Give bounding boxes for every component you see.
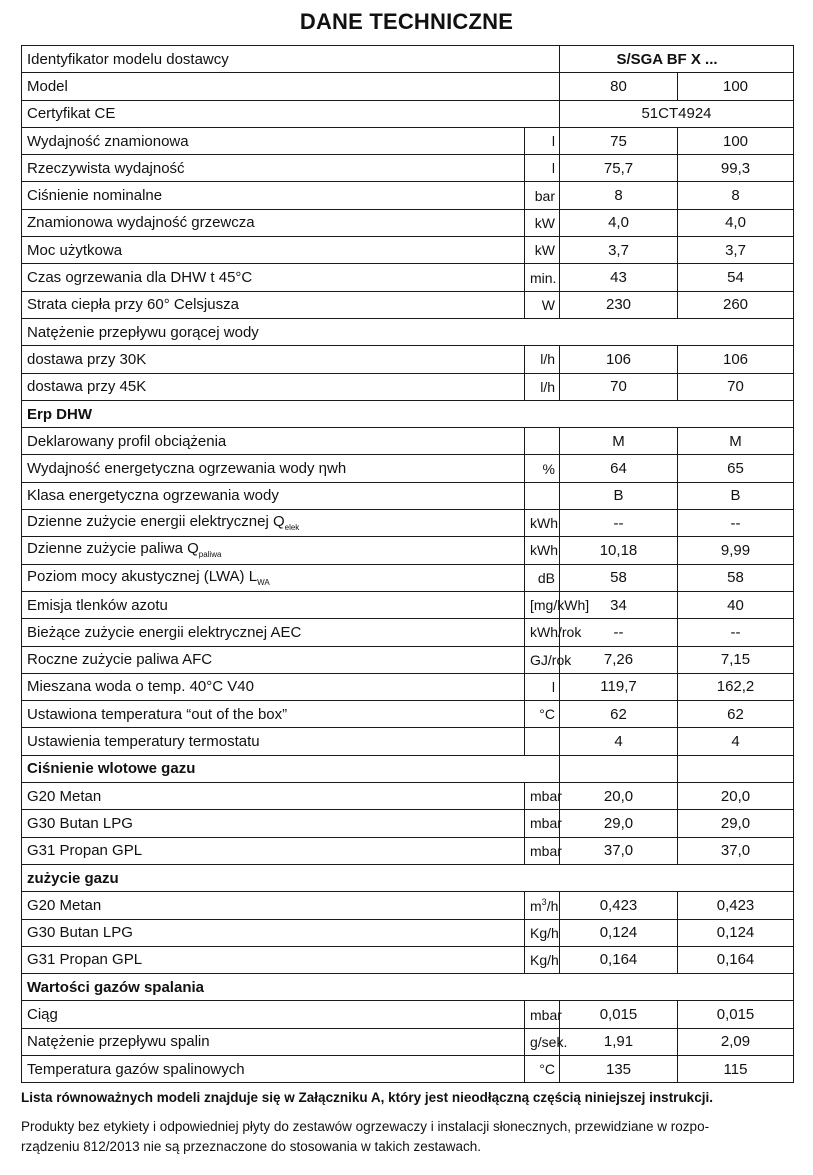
value-model-100: 0,164 — [678, 946, 794, 973]
solar-package-note-line-1: Produkty bez etykiety i odpowiedniej płyty do zestawów ogrzewaczy i instalacji słonecznych, przewidziane w rozpo- — [21, 1119, 710, 1134]
row-unit: mbar — [525, 1001, 560, 1028]
value-model-100: 9,99 — [678, 537, 794, 564]
gas-usage-heading-label: zużycie gazu — [22, 864, 794, 891]
value-model-80: 70 — [560, 373, 678, 400]
row-unit: °C — [525, 701, 560, 728]
value-model-100: 115 — [678, 1055, 794, 1082]
value-model-100: -- — [678, 510, 794, 537]
row-unit: mbar — [525, 783, 560, 810]
row-label: G30 Butan LPG — [22, 810, 525, 837]
value-model-100: 106 — [678, 346, 794, 373]
row-unit: min. — [525, 264, 560, 291]
table-row — [22, 810, 794, 837]
row-unit: kWh — [525, 510, 560, 537]
row-label — [22, 510, 525, 537]
value-model-80: -- — [560, 510, 678, 537]
value-model-100: M — [678, 428, 794, 455]
row-label — [22, 564, 525, 591]
row-unit: kW — [525, 237, 560, 264]
table-row — [22, 892, 794, 919]
row-label: G31 Propan GPL — [22, 946, 525, 973]
table-row — [22, 127, 794, 154]
row-label-subscript: paliwa — [198, 550, 222, 560]
model-row — [22, 73, 794, 100]
row-label-text: Dzienne zużycie paliwa Q — [27, 540, 199, 558]
value-model-80: B — [560, 482, 678, 509]
table-row — [22, 155, 794, 182]
row-unit: kWh — [525, 537, 560, 564]
value-model-100: 162,2 — [678, 673, 794, 700]
ce-label: Certyfikat CE — [22, 100, 560, 127]
value-model-80: 0,015 — [560, 1001, 678, 1028]
value-model-100: 4 — [678, 728, 794, 755]
row-label: Emisja tlenków azotu — [22, 591, 525, 618]
row-label: Klasa energetyczna ogrzewania wody — [22, 482, 525, 509]
row-unit: Kg/h — [525, 946, 560, 973]
ce-row — [22, 100, 794, 127]
ce-value: 51CT4924 — [560, 100, 794, 127]
value-model-80: M — [560, 428, 678, 455]
gas-pressure-heading-empty-2 — [678, 755, 794, 782]
table-row — [22, 1001, 794, 1028]
table-row — [22, 264, 794, 291]
row-label: Ustawiona temperatura “out of the box” — [22, 701, 525, 728]
row-unit: kWh/rok — [525, 619, 560, 646]
value-model-80: 64 — [560, 455, 678, 482]
unit-superscript: 3 — [541, 896, 547, 907]
table-row — [22, 1028, 794, 1055]
value-model-80: 0,423 — [560, 892, 678, 919]
value-model-80: -- — [560, 619, 678, 646]
table-row — [22, 346, 794, 373]
table-row — [22, 837, 794, 864]
model-80: 80 — [560, 73, 678, 100]
value-model-80: 37,0 — [560, 837, 678, 864]
row-unit: bar — [525, 182, 560, 209]
table-row — [22, 237, 794, 264]
value-model-100: 62 — [678, 701, 794, 728]
table-row — [22, 619, 794, 646]
value-model-80: 0,164 — [560, 946, 678, 973]
row-label: G20 Metan — [22, 892, 525, 919]
table-row — [22, 209, 794, 236]
row-label: dostawa przy 45K — [22, 373, 525, 400]
value-model-100: 7,15 — [678, 646, 794, 673]
value-model-80: 10,18 — [560, 537, 678, 564]
row-unit: l/h — [525, 373, 560, 400]
row-unit: % — [525, 455, 560, 482]
supplier-model-id-label: Identyfikator modelu dostawcy — [22, 46, 560, 73]
supplier-model-id-value: S/SGA BF X ... — [560, 46, 794, 73]
value-model-80: 34 — [560, 591, 678, 618]
value-model-100: 58 — [678, 564, 794, 591]
value-model-80: 7,26 — [560, 646, 678, 673]
row-unit: l — [525, 127, 560, 154]
flow-heading-label: Natężenie przepływu gorącej wody — [22, 318, 794, 345]
row-unit — [525, 892, 560, 919]
row-label: Wydajność energetyczna ogrzewania wody ηwh — [22, 455, 525, 482]
value-model-100: 99,3 — [678, 155, 794, 182]
value-model-100: 3,7 — [678, 237, 794, 264]
row-unit: mbar — [525, 837, 560, 864]
gas-pressure-heading-empty-1 — [560, 755, 678, 782]
row-unit: g/sek. — [525, 1028, 560, 1055]
value-model-100: 100 — [678, 127, 794, 154]
value-model-80: 1,91 — [560, 1028, 678, 1055]
row-label-subscript: WA — [257, 577, 270, 587]
value-model-80: 75 — [560, 127, 678, 154]
table-row — [22, 919, 794, 946]
value-model-80: 0,124 — [560, 919, 678, 946]
row-label: Strata ciepła przy 60° Celsjusza — [22, 291, 525, 318]
row-unit: dB — [525, 564, 560, 591]
row-label — [22, 537, 525, 564]
value-model-80: 29,0 — [560, 810, 678, 837]
value-model-80: 58 — [560, 564, 678, 591]
table-row — [22, 783, 794, 810]
flue-heading-label: Wartości gazów spalania — [22, 974, 794, 1001]
value-model-100: 54 — [678, 264, 794, 291]
row-unit — [525, 728, 560, 755]
page-title: DANE TECHNICZNE — [299, 9, 514, 34]
value-model-100: 70 — [678, 373, 794, 400]
row-unit: °C — [525, 1055, 560, 1082]
row-label-text: Poziom mocy akustycznej (LWA) L — [27, 567, 258, 585]
erp-heading-label: Erp DHW — [22, 400, 794, 427]
erp-heading — [22, 400, 794, 427]
row-label: dostawa przy 30K — [22, 346, 525, 373]
solar-package-note-line-2: rządzeniu 812/2013 nie są przeznaczone do stosowania w takich zestawach. — [21, 1139, 482, 1154]
row-label: Czas ogrzewania dla DHW t 45°C — [22, 264, 525, 291]
value-model-100: 0,015 — [678, 1001, 794, 1028]
row-label: Natężenie przepływu spalin — [22, 1028, 525, 1055]
row-label: Bieżące zużycie energii elektrycznej AEC — [22, 619, 525, 646]
table-row — [22, 646, 794, 673]
flue-heading — [22, 974, 794, 1001]
table-row — [22, 673, 794, 700]
value-model-100: 4,0 — [678, 209, 794, 236]
unit-tail: /h — [546, 897, 559, 914]
value-model-80: 8 — [560, 182, 678, 209]
row-unit: GJ/rok — [525, 646, 560, 673]
row-label: Rzeczywista wydajność — [22, 155, 525, 182]
table-row — [22, 482, 794, 509]
row-label: Mieszana woda o temp. 40°C V40 — [22, 673, 525, 700]
value-model-100: 2,09 — [678, 1028, 794, 1055]
value-model-100: -- — [678, 619, 794, 646]
value-model-80: 4,0 — [560, 209, 678, 236]
value-model-80: 106 — [560, 346, 678, 373]
value-model-100: 20,0 — [678, 783, 794, 810]
row-label: Wydajność znamionowa — [22, 127, 525, 154]
value-model-100: 37,0 — [678, 837, 794, 864]
table-row — [22, 946, 794, 973]
value-model-80: 20,0 — [560, 783, 678, 810]
row-label: Ciąg — [22, 1001, 525, 1028]
table-row — [22, 728, 794, 755]
table-row — [22, 291, 794, 318]
table-row — [22, 510, 794, 537]
row-label: Ciśnienie nominalne — [22, 182, 525, 209]
unit-base: m — [530, 897, 542, 914]
row-label: Znamionowa wydajność grzewcza — [22, 209, 525, 236]
row-label-subscript: elek — [284, 523, 300, 533]
value-model-100: 29,0 — [678, 810, 794, 837]
value-model-100: 8 — [678, 182, 794, 209]
header-row — [22, 46, 794, 73]
row-unit: kW — [525, 209, 560, 236]
value-model-80: 4 — [560, 728, 678, 755]
value-model-100: 65 — [678, 455, 794, 482]
value-model-80: 62 — [560, 701, 678, 728]
table-row — [22, 373, 794, 400]
row-unit: l — [525, 155, 560, 182]
equivalent-models-note: Lista równoważnych modeli znajduje się w Załączniku A, który jest nieodłączną częścią niniejszej instrukcji. — [21, 1090, 713, 1105]
gas-pressure-heading — [22, 755, 794, 782]
solar-package-note — [21, 1117, 793, 1157]
table-row — [22, 182, 794, 209]
row-label: G20 Metan — [22, 783, 525, 810]
row-unit: Kg/h — [525, 919, 560, 946]
row-label: Temperatura gazów spalinowych — [22, 1055, 525, 1082]
flow-heading — [22, 318, 794, 345]
row-label-text: Dzienne zużycie energii elektrycznej Q — [27, 513, 285, 531]
table-row — [22, 537, 794, 564]
value-model-100: 40 — [678, 591, 794, 618]
value-model-100: 0,423 — [678, 892, 794, 919]
table-row — [22, 1055, 794, 1082]
gas-pressure-heading-label: Ciśnienie wlotowe gazu — [22, 755, 560, 782]
value-model-80: 135 — [560, 1055, 678, 1082]
value-model-80: 43 — [560, 264, 678, 291]
technical-data-table — [21, 45, 794, 1083]
row-label: Ustawienia temperatury termostatu — [22, 728, 525, 755]
row-unit — [525, 428, 560, 455]
row-unit: l — [525, 673, 560, 700]
row-label: Deklarowany profil obciążenia — [22, 428, 525, 455]
gas-usage-heading — [22, 864, 794, 891]
value-model-80: 230 — [560, 291, 678, 318]
table-row — [22, 701, 794, 728]
value-model-80: 119,7 — [560, 673, 678, 700]
row-label: G31 Propan GPL — [22, 837, 525, 864]
table-row — [22, 564, 794, 591]
model-100: 100 — [678, 73, 794, 100]
value-model-80: 75,7 — [560, 155, 678, 182]
model-label: Model — [22, 73, 560, 100]
row-unit: mbar — [525, 810, 560, 837]
value-model-100: 260 — [678, 291, 794, 318]
row-unit: W — [525, 291, 560, 318]
row-unit: [mg/kWh] — [525, 591, 560, 618]
table-row — [22, 455, 794, 482]
row-label: Moc użytkowa — [22, 237, 525, 264]
table-row — [22, 591, 794, 618]
value-model-100: 0,124 — [678, 919, 794, 946]
row-label: G30 Butan LPG — [22, 919, 525, 946]
value-model-80: 3,7 — [560, 237, 678, 264]
row-unit — [525, 482, 560, 509]
row-unit: l/h — [525, 346, 560, 373]
row-label: Roczne zużycie paliwa AFC — [22, 646, 525, 673]
value-model-100: B — [678, 482, 794, 509]
table-row — [22, 428, 794, 455]
